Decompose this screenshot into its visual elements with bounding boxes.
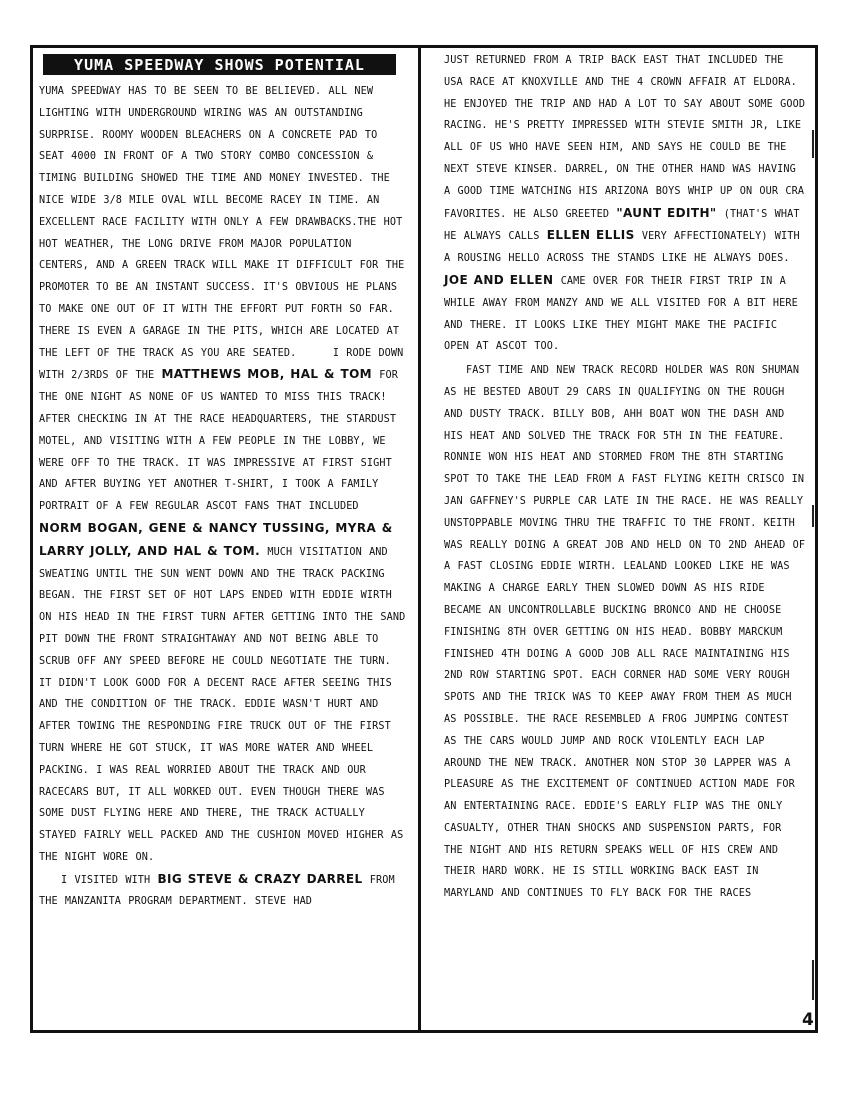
scan-mark	[812, 505, 814, 527]
left-paragraph-2	[39, 869, 406, 914]
scan-mark	[812, 130, 814, 158]
body-text-segment: CAME OVER FOR THEIR FIRST TRIP IN A WHILE AWAY FROM MANZY AND WE ALL VISITED FOR A BIT HERE AND THERE. IT LOOKS LIKE THEY MIGHT MAKE THE PACIFIC OPEN AT ASCOT TOO.	[444, 275, 798, 353]
article-headline: YUMA SPEEDWAY SHOWS POTENTIAL	[43, 54, 396, 75]
body-text-segment: YUMA SPEEDWAY HAS TO BE SEEN TO BE BELIEVED. ALL NEW LIGHTING WITH UNDERGROUND WIRING WAS AN OUTSTANDING SURPRISE. ROOMY WOODEN BLEACHERS ON A CONCRETE PAD TO SEAT 4000 IN FRONT OF A TWO STORY COMBO CONCESSION & TIMING BUILDING SHOWED THE TIME AND MONEY INVESTED. THE NICE WIDE 3/8 MILE OVAL WILL BECOME RACEY IN TIME. AN EXCELLENT RACE FACILITY WITH ONLY A FEW DRAWBACKS.THE HOT HOT WEATHER, THE LONG DRIVE FROM MAJOR POPULATION CENTERS, AND A GREEN TRACK WILL MAKE IT DIFFICULT FOR THE PROMOTER TO BE AN INSTANT SUCCESS. IT'S OBVIOUS HE PLANS TO MAKE ONE OUT OF IT WITH THE EFFORT PUT FORTH SO FAR. THERE IS EVEN A GARAGE IN THE PITS, WHICH ARE LOCATED AT THE LEFT OF THE TRACK AS YOU ARE SEATED.	[39, 86, 405, 359]
body-text-segment: VERY AFFECTIONATELY) WITH A ROUSING HELLO ACROSS THE STANDS LIKE HE ALWAYS DOES.	[444, 231, 800, 265]
body-text-segment: JUST RETURNED FROM A TRIP BACK EAST THAT INCLUDED THE USA RACE AT KNOXVILLE AND THE 4 CROWN AFFAIR AT ELDORA. HE ENJOYED THE TRIP AND HAD A LOT TO SAY ABOUT SOME GOOD RACING. HE'S PRETTY IMPRESSED WITH STEVIE SMITH JR, LIKE ALL OF US WHO HAVE SEEN HIM, AND SAYS HE COULD BE THE NEXT STEVE KINSER. DARREL, ON THE OTHER HAND WAS HAVING A GOOD TIME WATCHING HIS ARIZONA BOYS WHIP UP ON OUR CRA FAVORITES. HE ALSO GREETED	[444, 55, 806, 220]
right-paragraph-2	[444, 360, 806, 905]
body-text-segment: MUCH VISITATION AND SWEATING UNTIL THE SUN WENT DOWN AND THE TRACK PACKING BEGAN. THE FIRST SET OF HOT LAPS ENDED WITH EDDIE WIRTH ON HIS HEAD IN THE FIRST TURN AFTER GETTING INTO THE SAND PIT DOWN THE FRONT STRAIGHTAWAY AND NOT BEING ABLE TO SCRUB OFF ANY SPEED BEFORE HE COULD NEGOTIATE THE TURN. IT DIDN'T LOOK GOOD FOR A DECENT RACE AFTER SEEING THIS AND THE CONDITION OF THE TRACK. EDDIE WASN'T HURT AND AFTER TOWING THE RESPONDING FIRE TRUCK OUT OF THE FIRST TURN WHERE HE GOT STUCK, IT WAS MORE WATER AND WHEEL PACKING. I WAS REAL WORRIED ABOUT THE TRACK AND OUR RACECARS BUT, IT ALL WORKED OUT. EVEN THOUGH THERE WAS SOME DUST FLYING HERE AND THERE, THE TRACK ACTUALLY STAYED FAIRLY WELL PACKED AND THE CUSHION MOVED HIGHER AS THE NIGHT WORE ON.	[39, 546, 406, 863]
body-text-segment: FAST TIME AND NEW TRACK RECORD HOLDER WAS RON SHUMAN AS HE BESTED ABOUT 29 CARS IN QUALIFYING ON THE ROUGH AND DUSTY TRACK. BILLY BOB, AHH BOAT WON THE DASH AND HIS HEAT AND SOLVED THE TRACK FOR 5TH IN THE FEATURE. RONNIE WON HIS HEAT AND STORMED FROM THE 8TH STARTING SPOT TO TAKE THE LEAD FROM A FAST FLYING KEITH CRISCO IN JAN GAFFNEY'S PURPLE CAR LATE IN THE RACE. HE WAS REALLY UNSTOPPABLE MOVING THRU THE TRAFFIC TO THE FRONT. KEITH WAS REALLY DOING A GREAT JOB AND HELD ON TO 2ND AHEAD OF A FAST CLOSING EDDIE WIRTH. LEALAND LOOKED LIKE HE WAS MAKING A CHARGE EARLY THEN SLOWED DOWN AS HIS RIDE BECAME AN UNCONTROLLABLE BUCKING BRONCO AND HE CHOOSE FINISHING 8TH OVER GETTING ON HIS HEAD. BOBBY MARCKUM FINISHED 4TH DOING A GOOD JOB ALL RACE MAINTAINING HIS 2ND ROW STARTING SPOT. EACH CORNER HAD SOME VERY ROUGH SPOTS AND THE TRICK WAS TO KEEP AWAY FROM THEM AS MUCH AS POSSIBLE. THE RACE RESEMBLED A FROG JUMPING CONTEST AS THE CARS WOULD JUMP AND ROCK VIOLENTLY EACH LAP AROUND THE NEW TRACK. ANOTHER NON STOP 30 LAPPER WAS A PLEASURE AS THE EXCITEMENT OF CONTINUED ACTION MADE FOR AN ENTERTAINING RACE. EDDIE'S EARLY FLIP WAS THE ONLY CASUALTY, OTHER THAN SHOCKS AND SUSPENSION PARTS, FOR THE NIGHT AND HIS RETURN SPEAKS WELL OF HIS CREW AND THEIR HARD WORK. HE IS STILL WORKING BACK EAST IN MARYLAND AND CONTINUES TO FLY BACK FOR THE RACES	[444, 365, 806, 900]
body-text-segment: FOR THE ONE NIGHT AS NONE OF US WANTED TO MISS THIS TRACK! AFTER CHECKING IN AT THE RACE HEADQUARTERS, THE STARDUST MOTEL, AND VISITING WITH A FEW PEOPLE IN THE LOBBY, WE WERE OFF TO THE TRACK. IT WAS IMPRESSIVE AT FIRST SIGHT AND AFTER BUYING YET ANOTHER T-SHIRT, I TOOK A FAMILY PORTRAIT OF A FEW REGULAR ASCOT FANS THAT INCLUDED	[39, 370, 398, 513]
body-text-segment: I VISITED WITH	[61, 874, 151, 886]
bold-name-joe-ellen: JOE AND ELLEN	[444, 272, 554, 287]
left-column	[31, 48, 421, 1032]
bold-name-big-steve: BIG STEVE & CRAZY DARREL	[157, 871, 363, 886]
right-paragraph-1	[444, 50, 806, 358]
page-number: 4	[802, 1010, 814, 1030]
bold-name-aunt-edith: "AUNT EDITH"	[616, 205, 717, 220]
bold-name-matthews: MATTHEWS MOB, HAL & TOM	[161, 367, 373, 382]
bold-name-ellen-ellis: ELLEN ELLIS	[546, 228, 635, 243]
body-text-segment: FROM THE MANZANITA PROGRAM DEPARTMENT. STEVE HAD	[39, 874, 395, 908]
body-text-segment: (THAT'S WHAT HE ALWAYS CALLS	[444, 208, 800, 243]
bold-name-fans: NORM BOGAN, GENE & NANCY TUSSING, MYRA & LARRY JOLLY, AND HAL & TOM.	[39, 520, 393, 558]
right-column	[424, 48, 816, 1032]
left-paragraph-1	[39, 81, 406, 869]
body-text-segment: I RODE DOWN WITH 2/3RDS OF THE	[39, 347, 404, 382]
scan-mark	[812, 960, 814, 1000]
